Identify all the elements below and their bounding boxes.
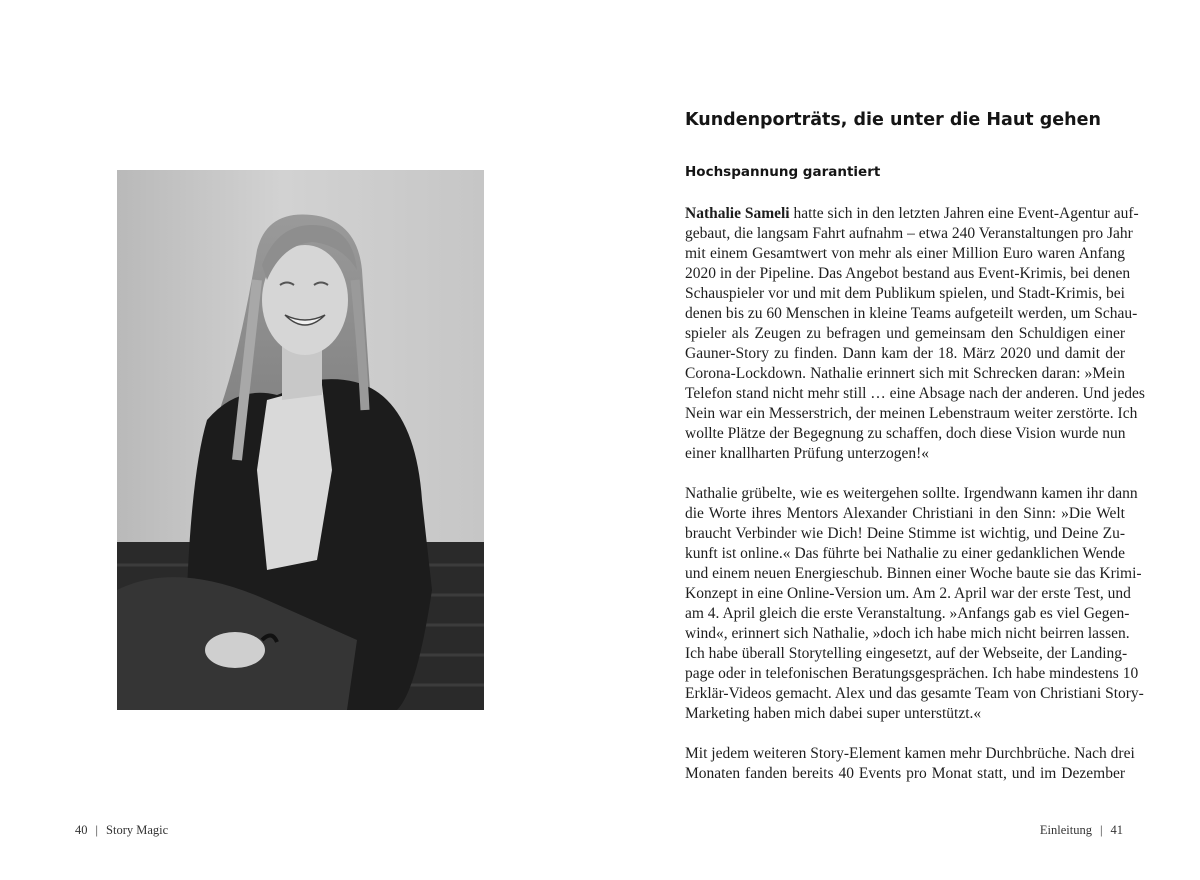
text-line: kunft ist online.« Das führte bei Nathalie zu einer gedanklichen Wende xyxy=(685,545,1125,562)
text-line: spieler als Zeugen zu befragen und gemeinsam den Schuldigen einer xyxy=(685,325,1125,342)
paragraph-2 xyxy=(685,484,1144,724)
text-line: am 4. April gleich die erste Veranstaltung. »Anfangs gab es viel Gegen- xyxy=(685,605,1130,622)
footer-separator-right: | xyxy=(1099,823,1103,837)
text-line: die Worte ihres Mentors Alexander Christiani in den Sinn: »Die Welt xyxy=(685,505,1125,522)
text-line: denen bis zu 60 Menschen in kleine Teams aufgeteilt werden, um Schau- xyxy=(685,305,1138,322)
text-line: wollte Plätze der Begegnung zu schaffen, doch diese Vision wurde nun xyxy=(685,425,1126,442)
text-line: Mit jedem weiteren Story-Element kamen mehr Durchbrüche. Nach drei xyxy=(685,745,1135,762)
section-name: Einleitung xyxy=(1039,823,1092,837)
section-subheading: Hochspannung garantiert xyxy=(685,164,881,180)
page-number-left: 40 xyxy=(75,823,88,837)
text-line-content: hatte sich in den letzten Jahren eine Event-Agentur auf- xyxy=(793,205,1139,222)
text-line: und einem neuen Energieschub. Binnen einer Woche baute sie das Krimi- xyxy=(685,565,1142,582)
text-line: Nein war ein Messerstrich, der meinen Lebenstraum weiter zerstörte. Ich xyxy=(685,405,1138,422)
text-line: Nathalie grübelte, wie es weitergehen sollte. Irgendwann kamen ihr dann xyxy=(685,485,1138,502)
page-number-right: 41 xyxy=(1110,823,1123,837)
text-line: Schauspieler vor und mit dem Publikum spielen, und Stadt-Krimis, bei xyxy=(685,285,1125,302)
lead-name: Nathalie Sameli xyxy=(685,205,790,222)
body-text xyxy=(685,204,1145,804)
text-line: gebaut, die langsam Fahrt aufnahm – etwa 240 Veranstaltungen pro Jahr xyxy=(685,225,1133,242)
footer-right xyxy=(1040,823,1123,838)
portrait-photo xyxy=(117,170,484,710)
text-line: einer knallharten Prüfung unterzogen!« xyxy=(685,445,930,462)
text-line: Marketing haben mich dabei super unterstützt.« xyxy=(685,705,982,722)
paragraph-3 xyxy=(685,744,1135,784)
paragraph-1 xyxy=(685,204,1145,464)
footer-separator-left: | xyxy=(95,823,99,837)
footer-left xyxy=(75,823,168,838)
chapter-heading: Kundenporträts, die unter die Haut gehen xyxy=(685,110,1101,130)
book-title: Story Magic xyxy=(106,823,169,837)
text-line: Ich habe überall Storytelling eingesetzt, auf der Webseite, der Landing- xyxy=(685,645,1128,662)
text-line: Gauner-Story zu finden. Dann kam der 18. März 2020 und damit der xyxy=(685,345,1125,362)
text-line: Konzept in eine Online-Version um. Am 2. April war der erste Test, und xyxy=(685,585,1131,602)
portrait-photo-image xyxy=(117,170,484,710)
text-line: wind«, erinnert sich Nathalie, »doch ich habe mich nicht beirren lassen. xyxy=(685,625,1130,642)
text-line: mit einem Gesamtwert von mehr als einer Million Euro waren Anfang xyxy=(685,245,1125,262)
text-line xyxy=(685,204,1139,224)
text-line: 2020 in der Pipeline. Das Angebot bestand aus Event-Krimis, bei denen xyxy=(685,265,1131,282)
text-line: Telefon stand nicht mehr still … eine Absage nach der anderen. Und jedes xyxy=(685,385,1145,402)
text-line: Erklär-Videos gemacht. Alex und das gesamte Team von Christiani Story- xyxy=(685,685,1144,702)
text-line: page oder in telefonischen Beratungsgesprächen. Ich habe mindestens 10 xyxy=(685,665,1139,682)
text-line: Monaten fanden bereits 40 Events pro Monat statt, und im Dezember xyxy=(685,765,1125,782)
text-line: Corona-Lockdown. Nathalie erinnert sich mit Schrecken daran: »Mein xyxy=(685,365,1125,382)
text-line: braucht Verbinder wie Dich! Deine Stimme ist wichtig, und Deine Zu- xyxy=(685,525,1125,542)
right-page xyxy=(600,0,1200,880)
